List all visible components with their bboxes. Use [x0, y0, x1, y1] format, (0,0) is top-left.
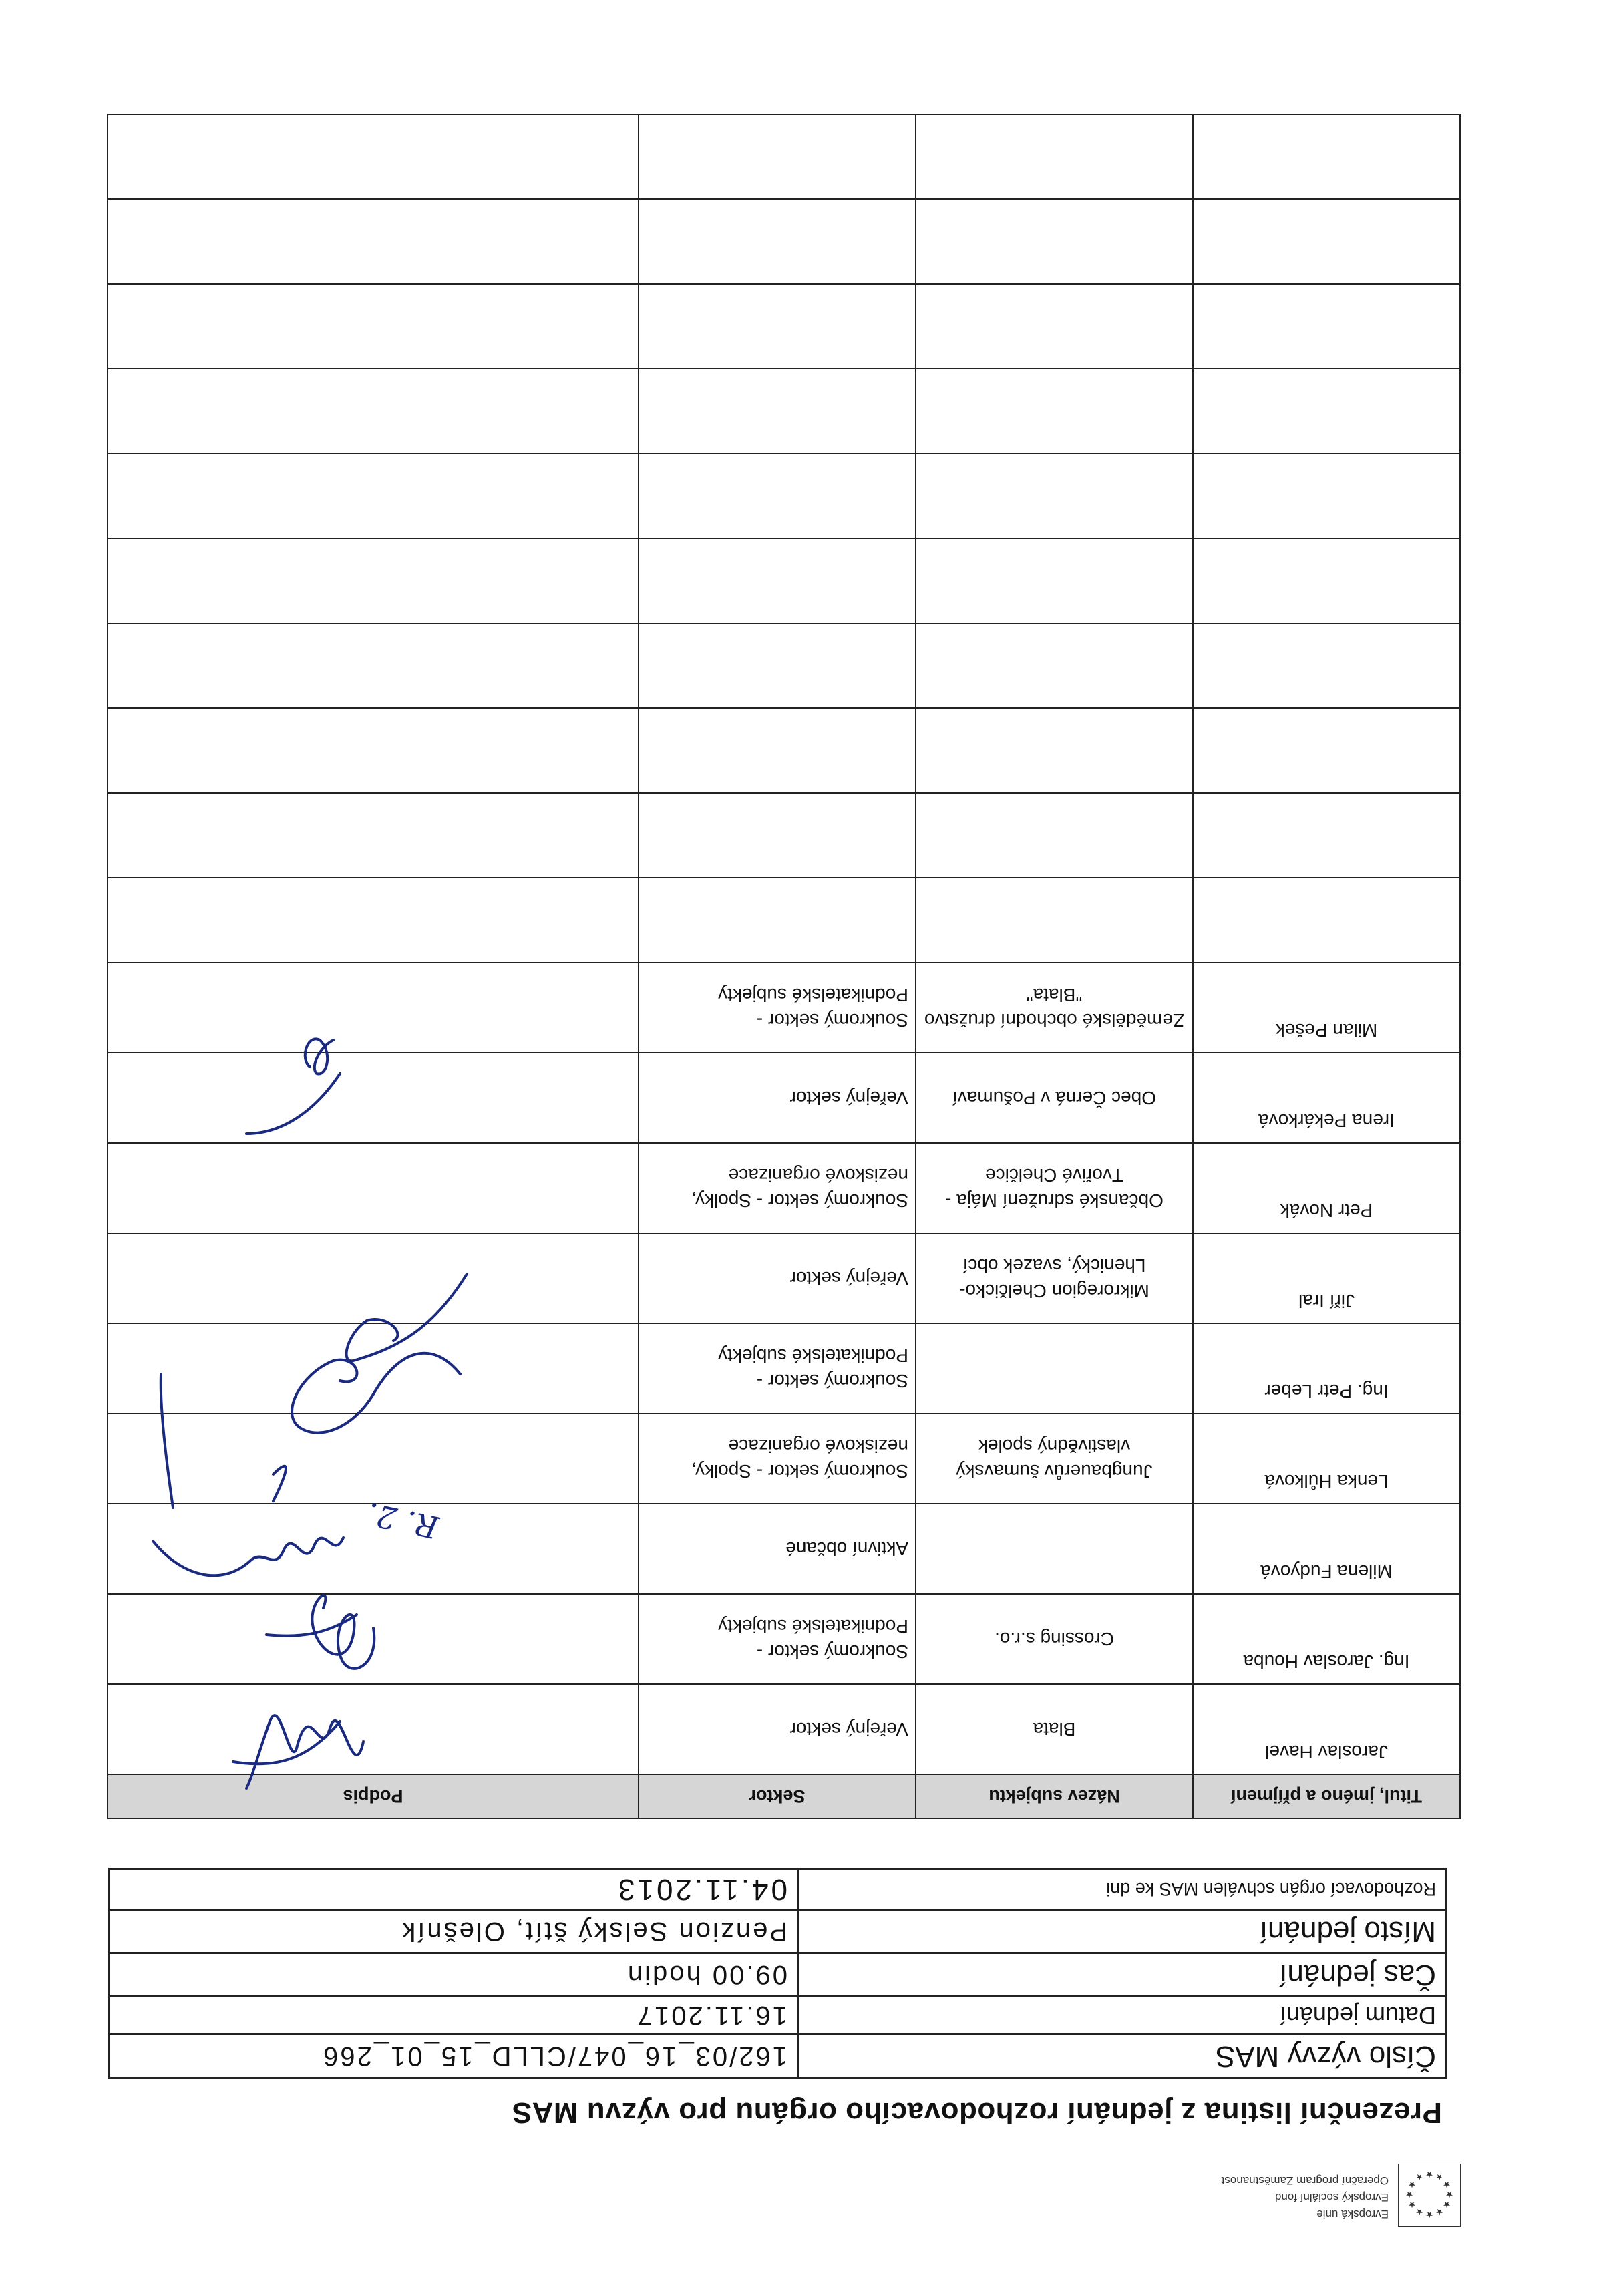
empty-cell — [639, 114, 916, 199]
participant-subject: Zemědělské obchodní družstvo "Blata" — [916, 963, 1193, 1053]
empty-cell — [639, 454, 916, 538]
empty-cell — [639, 623, 916, 708]
table-header-row — [108, 1774, 1460, 1818]
meeting-info-table — [108, 1868, 1447, 2079]
empty-cell — [639, 708, 916, 793]
empty-cell — [1193, 114, 1460, 199]
empty-cell — [639, 793, 916, 878]
table-row — [108, 963, 1460, 1053]
empty-cell — [916, 623, 1193, 708]
participant-sector: Soukromý sektor - Podnikatelské subjekty — [639, 963, 916, 1053]
info-value: 09.00 hodin — [110, 1953, 798, 1997]
table-row — [108, 1594, 1460, 1684]
eu-logo-block — [993, 2163, 1461, 2227]
empty-cell — [108, 369, 639, 454]
info-value: 16.11.2017 — [110, 1997, 798, 2035]
participant-subject: Obec Černá v Pošumaví — [916, 1053, 1193, 1143]
info-value: 04.11.2013 — [110, 1869, 798, 1910]
info-label: Rozhodovací orgán schválen MAS ke dni — [798, 1869, 1447, 1910]
signature-cell — [108, 1594, 639, 1684]
info-value: 162/03_16_047/CLLD_15_01_266 — [110, 2035, 798, 2078]
eu-star-icon: ★ — [1408, 2180, 1416, 2190]
info-row — [110, 1997, 1447, 2035]
empty-row — [108, 538, 1460, 623]
participant-name: Jiří Iral — [1193, 1233, 1460, 1323]
participant-name: Lenka Hůlková — [1193, 1414, 1460, 1504]
empty-cell — [1193, 708, 1460, 793]
signature-cell — [108, 1233, 639, 1323]
empty-row — [108, 878, 1460, 963]
participant-sector: Soukromý sektor - Podnikatelské subjekty — [639, 1594, 916, 1684]
participant-name: Milan Pešek — [1193, 963, 1460, 1053]
empty-cell — [916, 369, 1193, 454]
participant-name: Ing. Petr Leber — [1193, 1323, 1460, 1414]
empty-cell — [1193, 538, 1460, 623]
info-value: Penzion Selský štít, Olešník — [110, 1910, 798, 1953]
empty-cell — [916, 284, 1193, 369]
empty-cell — [1193, 623, 1460, 708]
participant-sector: Aktivní občané — [639, 1504, 916, 1594]
info-row — [110, 1869, 1447, 1910]
eu-star-icon: ★ — [1443, 2200, 1451, 2210]
empty-cell — [639, 369, 916, 454]
signature-cell — [108, 1504, 639, 1594]
participant-subject: Jungbauerův šumavský vlastivědný spolek — [916, 1414, 1193, 1504]
signature-cell — [108, 1323, 639, 1414]
header-subject: Název subjektu — [916, 1774, 1193, 1818]
eu-star-icon: ★ — [1415, 2207, 1423, 2217]
eu-star-icon: ★ — [1408, 2200, 1416, 2210]
empty-cell — [639, 538, 916, 623]
info-label: Číslo výzvy MAS — [798, 2035, 1447, 2078]
participant-subject: Občanské sdružení Mája - Tvořivé Chelčice — [916, 1143, 1193, 1233]
participant-subject: Blata — [916, 1684, 1193, 1774]
logo-text — [1222, 2172, 1389, 2223]
header-sector: Sektor — [639, 1774, 916, 1818]
logo-line: Operační program Zaměstnanost — [1221, 2174, 1389, 2187]
info-label: Místo jednání — [798, 1910, 1447, 1953]
logo-line: Evropský sociální fond — [1274, 2191, 1389, 2204]
participant-name: Jaroslav Havel — [1193, 1684, 1460, 1774]
participant-name: Milena Fudyová — [1193, 1504, 1460, 1594]
empty-cell — [108, 708, 639, 793]
info-row — [110, 1910, 1447, 1953]
participant-sector: Veřejný sektor — [639, 1233, 916, 1323]
participant-sector: Soukromý sektor - Podnikatelské subjekty — [639, 1323, 916, 1414]
eu-star-icon: ★ — [1425, 2170, 1433, 2180]
empty-cell — [1193, 793, 1460, 878]
empty-cell — [1193, 284, 1460, 369]
empty-cell — [639, 878, 916, 963]
empty-row — [108, 114, 1460, 199]
participant-sector: Veřejný sektor — [639, 1684, 916, 1774]
document-title: Prezenční listina z jednání rozhodovacího orgánu pro výzvu MAS — [512, 2096, 1442, 2129]
empty-cell — [108, 284, 639, 369]
table-row — [108, 1414, 1460, 1504]
empty-row — [108, 623, 1460, 708]
attendance-table — [107, 114, 1461, 1819]
empty-row — [108, 454, 1460, 538]
empty-cell — [916, 199, 1193, 284]
table-row — [108, 1143, 1460, 1233]
empty-cell — [639, 284, 916, 369]
empty-cell — [916, 878, 1193, 963]
empty-row — [108, 284, 1460, 369]
eu-star-icon: ★ — [1405, 2190, 1413, 2200]
empty-cell — [108, 538, 639, 623]
empty-cell — [108, 793, 639, 878]
info-row — [110, 2035, 1447, 2078]
empty-row — [108, 199, 1460, 284]
eu-star-icon: ★ — [1435, 2207, 1443, 2217]
participant-subject — [916, 1504, 1193, 1594]
logo-line: Evropská unie — [1316, 2208, 1389, 2221]
table-row — [108, 1684, 1460, 1774]
table-row — [108, 1053, 1460, 1143]
empty-cell — [916, 538, 1193, 623]
eu-flag-icon — [1398, 2164, 1461, 2227]
participant-subject — [916, 1323, 1193, 1414]
empty-row — [108, 369, 1460, 454]
signature-note: R. 2. — [363, 1495, 442, 1546]
header-name: Titul, jméno a příjmení — [1193, 1774, 1460, 1818]
empty-cell — [108, 878, 639, 963]
table-row — [108, 1504, 1460, 1594]
empty-cell — [108, 623, 639, 708]
empty-cell — [1193, 454, 1460, 538]
participant-subject: Crossing s.r.o. — [916, 1594, 1193, 1684]
participant-name: Ing. Jaroslav Houba — [1193, 1594, 1460, 1684]
table-row — [108, 1233, 1460, 1323]
empty-cell — [916, 114, 1193, 199]
participant-name: Irena Pekárková — [1193, 1053, 1460, 1143]
signature-cell — [108, 963, 639, 1053]
header-signature: Podpis — [108, 1774, 639, 1818]
eu-star-icon: ★ — [1443, 2180, 1451, 2190]
empty-cell — [108, 199, 639, 284]
empty-cell — [1193, 878, 1460, 963]
empty-row — [108, 708, 1460, 793]
info-label: Čas jednání — [798, 1953, 1447, 1997]
empty-cell — [1193, 199, 1460, 284]
info-row — [110, 1953, 1447, 1997]
empty-cell — [916, 708, 1193, 793]
signature-cell — [108, 1684, 639, 1774]
eu-star-icon: ★ — [1445, 2190, 1453, 2200]
participant-sector: Veřejný sektor — [639, 1053, 916, 1143]
empty-cell — [916, 454, 1193, 538]
participant-subject: Mikroregion Chelčicko-Lhenický, svazek obcí — [916, 1233, 1193, 1323]
info-label: Datum jednání — [798, 1997, 1447, 2035]
eu-star-icon: ★ — [1415, 2172, 1423, 2182]
eu-star-icon: ★ — [1425, 2210, 1433, 2220]
empty-cell — [916, 793, 1193, 878]
empty-cell — [1193, 369, 1460, 454]
empty-cell — [639, 199, 916, 284]
signature-cell — [108, 1143, 639, 1233]
participant-sector: Soukromý sektor - Spolky, neziskové organizace — [639, 1143, 916, 1233]
empty-cell — [108, 454, 639, 538]
signature-cell — [108, 1414, 639, 1504]
table-row — [108, 1323, 1460, 1414]
empty-row — [108, 793, 1460, 878]
participant-name: Petr Novák — [1193, 1143, 1460, 1233]
empty-cell — [108, 114, 639, 199]
participant-sector: Soukromý sektor - Spolky, neziskové organizace — [639, 1414, 916, 1504]
signature-cell — [108, 1053, 639, 1143]
eu-star-icon: ★ — [1435, 2172, 1443, 2182]
